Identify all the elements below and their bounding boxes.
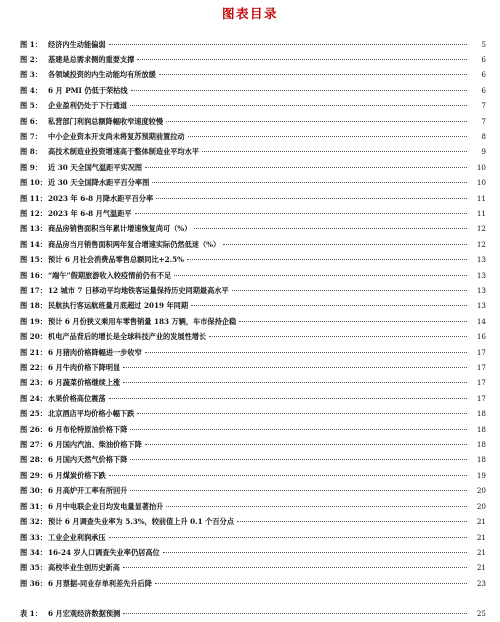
figure-entry[interactable] <box>20 560 486 575</box>
dot-leader <box>109 475 467 476</box>
figure-label: 图 32： <box>20 517 47 527</box>
figure-title: 企业盈利仍处于下行通道 <box>48 101 128 111</box>
figure-label: 图 13： <box>20 224 47 234</box>
figure-title: 基建是总需求侧的重要支撑 <box>48 54 135 64</box>
figure-title: 6 月煤炭价格下跌 <box>48 470 106 480</box>
section-spacer <box>20 591 486 606</box>
page-number: 20 <box>476 486 486 496</box>
figure-entry[interactable] <box>20 175 486 190</box>
figure-title: 民航执行客运航班量月底超过 2019 年同期 <box>48 301 189 311</box>
page-number: 7 <box>481 116 486 126</box>
figure-label: 图 9： <box>20 162 42 172</box>
dot-leader <box>209 336 467 337</box>
page-number: 6 <box>481 70 486 80</box>
figure-title: 6 月国内汽油、柴油价格下降 <box>48 440 142 450</box>
page-number: 21 <box>476 532 486 542</box>
figure-label: 图 28： <box>20 455 47 465</box>
page-number: 7 <box>481 101 486 111</box>
dot-leader <box>123 613 467 614</box>
figure-title: 水果价格高位震荡 <box>48 393 106 403</box>
figure-entry[interactable] <box>20 160 486 175</box>
dot-leader <box>135 213 467 214</box>
dot-leader <box>191 305 467 306</box>
figure-title: 2023 年 6-8 月降水距平百分率 <box>48 193 154 203</box>
page-number: 13 <box>476 301 486 311</box>
figure-title: 6 月布伦特原油价格下降 <box>48 424 128 434</box>
dot-leader <box>130 105 467 106</box>
figure-title: 2023 年 6-8 月气温距平 <box>48 208 132 218</box>
figure-entry[interactable] <box>20 83 486 98</box>
page-number: 21 <box>476 547 486 557</box>
figure-label: 图 2： <box>20 54 42 64</box>
figure-title: 经济内生动能偏弱 <box>48 39 106 49</box>
page-number: 23 <box>476 578 486 588</box>
figure-title: 预计 6 月份狭义乘用车零售销量 183 万辆，车市保持企稳 <box>48 316 237 326</box>
figure-label: 图 18： <box>20 301 47 311</box>
figure-entry[interactable] <box>20 52 486 67</box>
figure-title: 工业企业利润承压 <box>48 532 106 542</box>
figure-title: 6 月票据-同业存单利差先升后降 <box>48 578 152 588</box>
page-number: 10 <box>476 178 486 188</box>
page-number: 18 <box>476 409 486 419</box>
figure-title: 近 30 天全国降水距平百分率图 <box>48 178 150 188</box>
dot-leader <box>159 74 467 75</box>
dot-leader <box>188 136 467 137</box>
table-title: 6 月宏观经济数据预测 <box>48 609 121 619</box>
figure-label: 图 23： <box>20 378 47 388</box>
dot-leader <box>137 413 467 414</box>
figure-title: 6 月牛肉价格下降明显 <box>48 363 121 373</box>
figure-entry[interactable] <box>20 268 486 283</box>
figure-entry[interactable] <box>20 298 486 313</box>
dot-leader <box>156 198 467 199</box>
figure-title: 各领域投资的内生动能均有所放缓 <box>48 70 156 80</box>
figure-label: 图 20： <box>20 332 47 342</box>
figure-title: 近 30 天全国气温距平实况图 <box>48 162 143 172</box>
figure-title: 6 月 PMI 仍低于荣枯线 <box>48 85 128 95</box>
dot-leader <box>223 244 467 245</box>
page-number: 13 <box>476 286 486 295</box>
page-number: 17 <box>476 393 486 403</box>
dot-leader <box>130 459 467 460</box>
page-number: 12 <box>476 239 486 249</box>
page-number: 18 <box>476 455 486 465</box>
figure-entry[interactable] <box>20 206 486 221</box>
figure-title: 北京酒店平均价格小幅下跌 <box>48 409 135 419</box>
figure-entry[interactable] <box>20 514 486 529</box>
figure-entry[interactable] <box>20 191 486 206</box>
page-number: 17 <box>476 378 486 388</box>
page-number: 17 <box>476 363 486 373</box>
figure-label: 图 11： <box>20 193 47 203</box>
figure-entry[interactable] <box>20 144 486 159</box>
page-number: 18 <box>476 440 486 450</box>
dot-leader <box>123 567 467 568</box>
figure-title: 商品房销售面积当年累计增速恢复尚可（%） <box>48 224 192 234</box>
figure-label: 图 10： <box>20 178 47 188</box>
figure-title: 预计 6 月社会消费品零售总额同比+2.5% <box>48 255 184 265</box>
figure-title: 6 月中电联企业日均发电量显著抬升 <box>48 501 164 511</box>
dot-leader <box>166 506 467 507</box>
dot-leader <box>239 321 467 322</box>
figure-title: “端午”假期旅游收入较疫情前仍有不足 <box>48 270 172 280</box>
dot-leader <box>237 521 467 522</box>
figure-entry[interactable] <box>20 329 486 344</box>
page-number: 13 <box>476 255 486 265</box>
figure-label: 图 5： <box>20 101 42 111</box>
figure-label: 图 33： <box>20 532 47 542</box>
figure-label: 图 3： <box>20 70 42 80</box>
figure-title: 16-24 岁人口调查失业率仍居高位 <box>48 547 160 557</box>
figure-entry[interactable] <box>20 67 486 82</box>
page-number: 12 <box>476 224 486 234</box>
page-title: 图表目录 <box>221 6 278 21</box>
figure-label: 图 4： <box>20 85 42 95</box>
page-number: 9 <box>481 147 486 157</box>
figure-label: 图 35： <box>20 563 47 573</box>
figure-entry[interactable] <box>20 360 486 375</box>
figure-title: 机电产品背后的增长是全球科技产业的发展性增长 <box>48 332 207 342</box>
figure-title: 6 月猪肉价格降幅进一步收窄 <box>48 347 142 357</box>
figure-entry[interactable] <box>20 98 486 113</box>
dot-leader <box>202 151 467 152</box>
figure-label: 图 22： <box>20 363 47 373</box>
figure-label: 图 16： <box>20 270 47 280</box>
figure-entry[interactable] <box>20 129 486 144</box>
figure-label: 图 8： <box>20 147 42 157</box>
figure-label: 图 12： <box>20 208 47 218</box>
figure-entry[interactable] <box>20 545 486 560</box>
figure-title: 高校毕业生创历史新高 <box>48 563 120 573</box>
dot-leader <box>137 59 467 60</box>
page-number: 11 <box>476 193 486 203</box>
page-number: 11 <box>476 208 486 218</box>
figure-title: 私营部门利润总额降幅收窄速度较慢 <box>48 116 164 126</box>
figure-label: 图 26： <box>20 424 47 434</box>
figure-label: 图 31： <box>20 501 47 511</box>
figure-title: 商品房当月销售面积两年复合增速实际仍然低迷（%） <box>48 239 221 249</box>
figure-label: 图 19： <box>20 316 47 326</box>
dot-leader <box>187 259 467 260</box>
dot-leader <box>194 228 467 229</box>
figure-entry[interactable] <box>20 499 486 514</box>
figure-label: 图 1： <box>20 39 42 49</box>
page-number: 6 <box>481 85 486 95</box>
figure-title: 中小企业资本开支尚未将复苏预期前置拉动 <box>48 131 185 141</box>
figure-entry[interactable] <box>20 283 486 298</box>
dot-leader <box>123 382 467 383</box>
page-number: 6 <box>481 54 486 64</box>
dot-leader <box>232 290 467 291</box>
figure-title: 6 月国内天然气价格下降 <box>48 455 128 465</box>
figure-label: 图 29： <box>20 470 47 480</box>
figure-entry[interactable] <box>20 468 486 483</box>
page-number: 14 <box>476 316 486 326</box>
page-number: 21 <box>476 517 486 527</box>
page-number: 5 <box>481 39 486 49</box>
figure-label: 图 24： <box>20 393 47 403</box>
figure-entry[interactable] <box>20 422 486 437</box>
page-number: 10 <box>476 162 486 172</box>
page-number: 25 <box>476 609 486 619</box>
figure-label: 图 27： <box>20 440 47 450</box>
dot-leader <box>109 398 467 399</box>
figure-label: 图 17： <box>20 286 47 295</box>
figure-entry[interactable] <box>20 375 486 390</box>
page-number: 13 <box>476 270 486 280</box>
dot-leader <box>145 167 467 168</box>
page-number: 8 <box>481 131 486 141</box>
figure-title: 6 月蔬菜价格继续上涨 <box>48 378 121 388</box>
figure-label: 图 7： <box>20 131 42 141</box>
figure-entry[interactable] <box>20 391 486 406</box>
figure-entry[interactable] <box>20 406 486 421</box>
dot-leader <box>174 275 467 276</box>
table-entry[interactable] <box>20 606 486 621</box>
dot-leader <box>145 444 467 445</box>
figure-entry[interactable] <box>20 530 486 545</box>
figure-entry[interactable] <box>20 437 486 452</box>
page-number: 16 <box>476 332 486 342</box>
figure-entry[interactable] <box>20 221 486 236</box>
figure-entry[interactable] <box>20 452 486 467</box>
figure-entry[interactable] <box>20 37 486 52</box>
figure-label: 图 14： <box>20 239 47 249</box>
dot-leader <box>145 352 467 353</box>
figure-title: 预计 6 月调查失业率为 5.3%，较前值上升 0.1 个百分点 <box>48 517 234 527</box>
figure-label: 图 34： <box>20 547 47 557</box>
dot-leader <box>152 182 467 183</box>
figure-label: 图 36： <box>20 578 47 588</box>
figure-title: 高技术制造业投资增速高于整体制造业平均水平 <box>48 147 199 157</box>
figure-label: 图 21： <box>20 347 47 357</box>
page-number: 17 <box>476 347 486 357</box>
dot-leader <box>123 367 467 368</box>
figure-label: 图 25： <box>20 409 47 419</box>
figure-label: 图 6： <box>20 116 42 126</box>
dot-leader <box>130 490 467 491</box>
figure-entry[interactable] <box>20 314 486 329</box>
figure-entry[interactable] <box>20 252 486 267</box>
dot-leader <box>163 552 467 553</box>
figure-title: 12 城市 7 日移动平均地铁客运量保持历史同期最高水平 <box>48 286 229 295</box>
dot-leader <box>109 44 467 45</box>
dot-leader <box>131 90 467 91</box>
figure-entry[interactable] <box>20 114 486 129</box>
figure-entry[interactable] <box>20 345 486 360</box>
page-number: 21 <box>476 563 486 573</box>
figure-entry[interactable] <box>20 237 486 252</box>
figure-title: 6 月高炉开工率有所回升 <box>48 486 128 496</box>
page-number: 19 <box>476 470 486 480</box>
dot-leader <box>130 429 467 430</box>
dot-leader <box>109 537 467 538</box>
figure-entry[interactable] <box>20 483 486 498</box>
dot-leader <box>166 121 467 122</box>
page-number: 18 <box>476 424 486 434</box>
figure-entry[interactable] <box>20 576 486 591</box>
page-number: 20 <box>476 501 486 511</box>
figure-label: 图 15： <box>20 255 47 265</box>
table-of-figures <box>20 37 486 622</box>
table-label: 表 1： <box>20 609 42 619</box>
figure-label: 图 30： <box>20 486 47 496</box>
